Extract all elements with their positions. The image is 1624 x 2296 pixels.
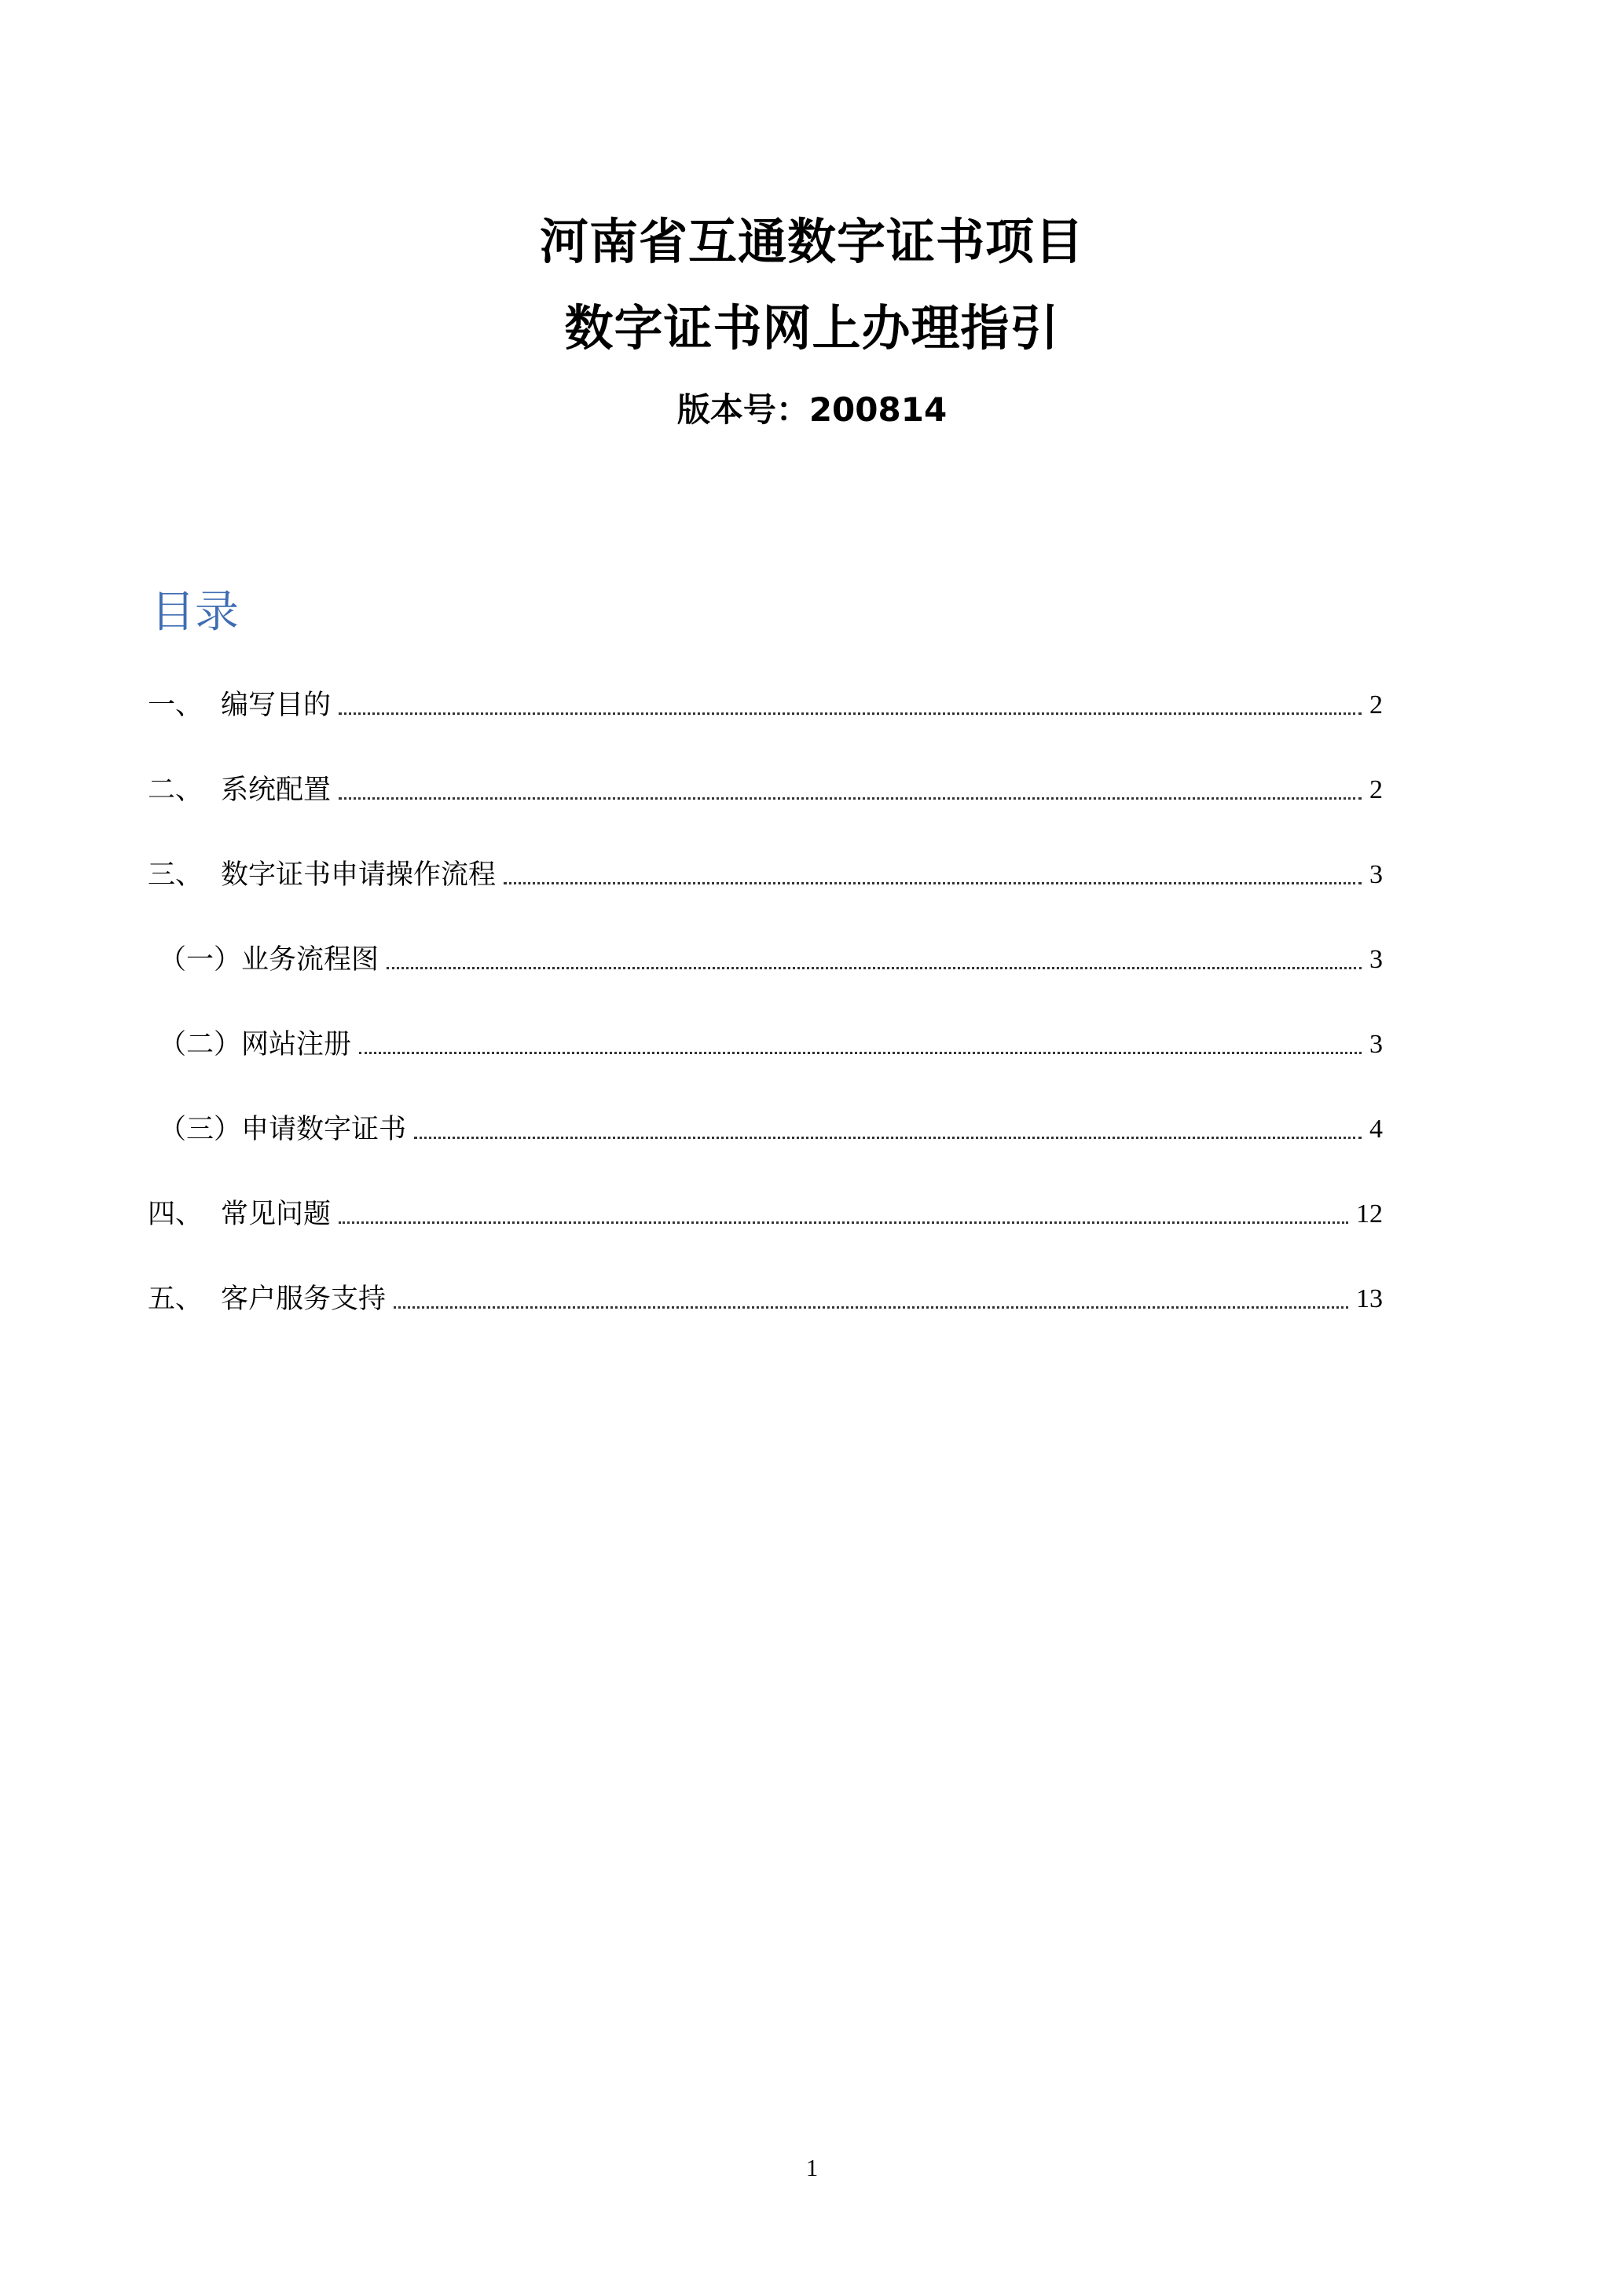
toc-dot-leader [339,1221,1348,1224]
toc-entry-number: （三） [159,1114,242,1145]
toc-entry[interactable] [148,677,1383,724]
toc-entry-page: 4 [1369,1115,1383,1144]
toc-entry[interactable] [148,1101,1383,1148]
toc-entry-number: 五、 [148,1283,203,1315]
document-title-line-1: 河南省互通数字证书项目 [539,213,1084,270]
toc-entry[interactable] [148,1016,1383,1064]
toc-entry-title: 网站注册 [241,1029,352,1060]
toc-entry-page: 12 [1356,1199,1383,1229]
toc-entry-title: 系统配置 [221,774,332,806]
toc-entry-page: 13 [1356,1284,1383,1313]
toc-entry[interactable] [148,847,1383,894]
toc-entry[interactable] [148,762,1383,809]
toc-entry-title: 编写目的 [221,690,332,721]
toc-entry-title: 申请数字证书 [241,1114,407,1145]
toc-dot-leader [359,1051,1362,1054]
toc-entry-title: 数字证书申请操作流程 [221,859,497,891]
toc-entry-number: （二） [159,1029,242,1060]
toc-entry[interactable] [148,1271,1383,1318]
toc-entry-page: 3 [1369,1030,1383,1059]
toc-dot-leader [414,1136,1362,1139]
toc-entry-page: 2 [1369,690,1383,720]
toc-dot-leader [339,712,1362,715]
toc-entry-number: 一、 [148,690,203,721]
toc-dot-leader [504,881,1362,884]
toc-entry-title: 常见问题 [221,1199,332,1230]
toc-dot-leader [387,966,1362,969]
toc-entry-page: 2 [1369,775,1383,804]
page-number: 1 [805,2154,819,2181]
toc-heading: 目录 [151,587,239,638]
toc-entry-number: （一） [159,944,242,976]
document-title-line-2: 数字证书网上办理指引 [564,299,1060,357]
toc-entry-number: 三、 [148,859,203,891]
toc-entry[interactable] [148,1186,1383,1233]
toc-entry-number: 四、 [148,1199,203,1230]
toc-dot-leader [394,1305,1348,1309]
toc-entry-number: 二、 [148,774,203,806]
toc-dot-leader [339,796,1362,800]
toc-entry-page: 3 [1369,945,1383,974]
toc-entry-page: 3 [1369,860,1383,889]
toc-entry-title: 客户服务支持 [221,1283,387,1315]
toc-entry[interactable] [148,932,1383,979]
document-version: 版本号：200814 [676,390,948,429]
toc-entry-title: 业务流程图 [241,944,379,976]
